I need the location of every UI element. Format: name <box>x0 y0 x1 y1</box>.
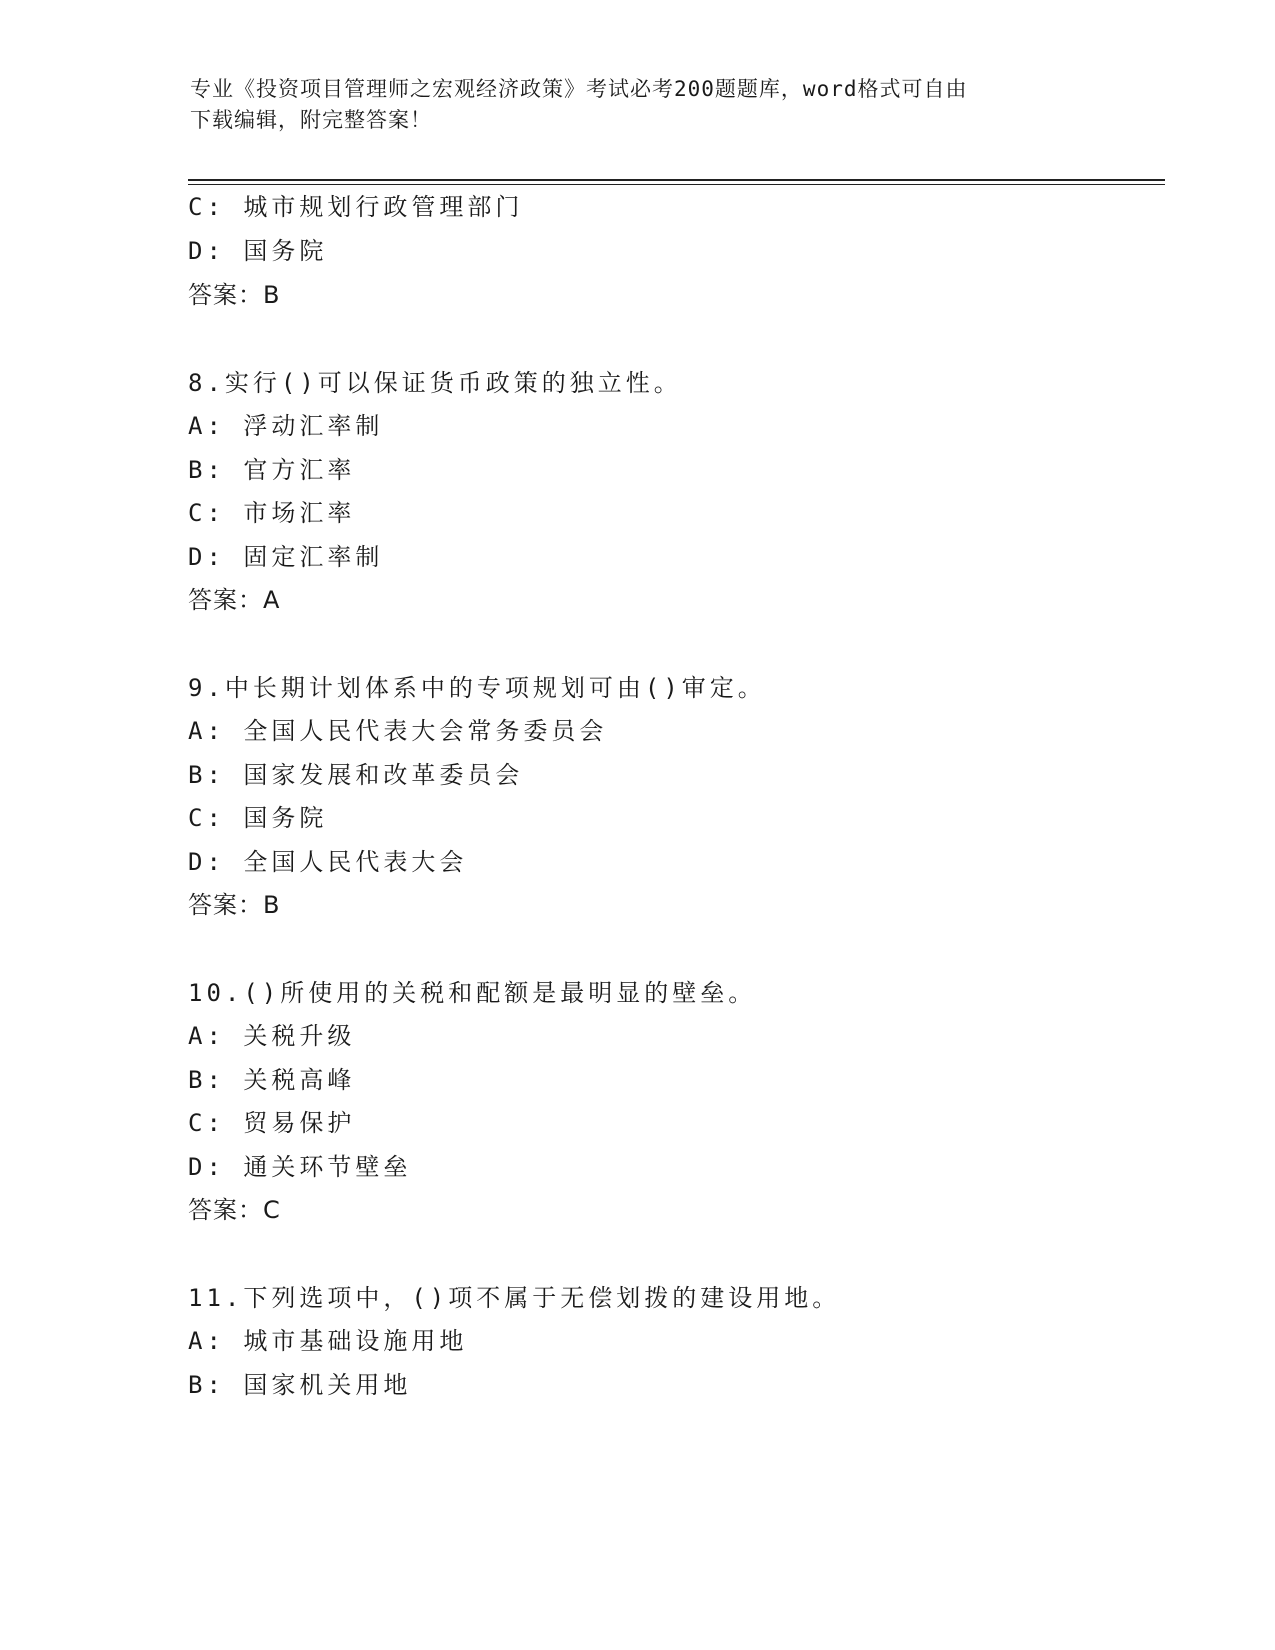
header-divider-thick <box>188 179 1165 181</box>
q7-option-d: D: 国务院 <box>188 237 328 265</box>
q8-option-a: A: 浮动汇率制 <box>188 412 384 440</box>
q11-question: 11.下列选项中，()项不属于无偿划拨的建设用地。 <box>188 1284 841 1312</box>
q8-option-d: D: 固定汇率制 <box>188 543 384 571</box>
q9-option-a: A: 全国人民代表大会常务委员会 <box>188 717 608 745</box>
q10-option-c: C: 贸易保护 <box>188 1109 356 1137</box>
q11-option-a: A: 城市基础设施用地 <box>188 1327 468 1355</box>
q9-option-d: D: 全国人民代表大会 <box>188 848 468 876</box>
q7-option-c: C: 城市规划行政管理部门 <box>188 193 524 221</box>
q7-answer: 答案：B <box>188 281 281 309</box>
document-header <box>190 74 1090 136</box>
q9-option-c: C: 国务院 <box>188 804 328 832</box>
q10-option-d: D: 通关环节壁垒 <box>188 1153 412 1181</box>
q10-answer: 答案：C <box>188 1196 281 1224</box>
q8-option-c: C: 市场汇率 <box>188 499 356 527</box>
header-divider-thin <box>188 184 1165 185</box>
q9-option-b: B: 国家发展和改革委员会 <box>188 761 524 789</box>
q8-option-b: B: 官方汇率 <box>188 456 356 484</box>
q8-question: 8.实行()可以保证货币政策的独立性。 <box>188 369 682 397</box>
q10-option-a: A: 关税升级 <box>188 1022 356 1050</box>
q11-option-b: B: 国家机关用地 <box>188 1371 412 1399</box>
q10-option-b: B: 关税高峰 <box>188 1066 356 1094</box>
q10-question: 10.()所使用的关税和配额是最明显的壁垒。 <box>188 979 757 1007</box>
header-line-2: 下载编辑，附完整答案！ <box>190 108 432 132</box>
q9-question: 9.中长期计划体系中的专项规划可由()审定。 <box>188 674 766 702</box>
q9-answer: 答案：B <box>188 891 281 919</box>
q8-answer: 答案：A <box>188 586 281 614</box>
header-line-1: 专业《投资项目管理师之宏观经济政策》考试必考200题题库，word格式可自由 <box>190 77 968 101</box>
